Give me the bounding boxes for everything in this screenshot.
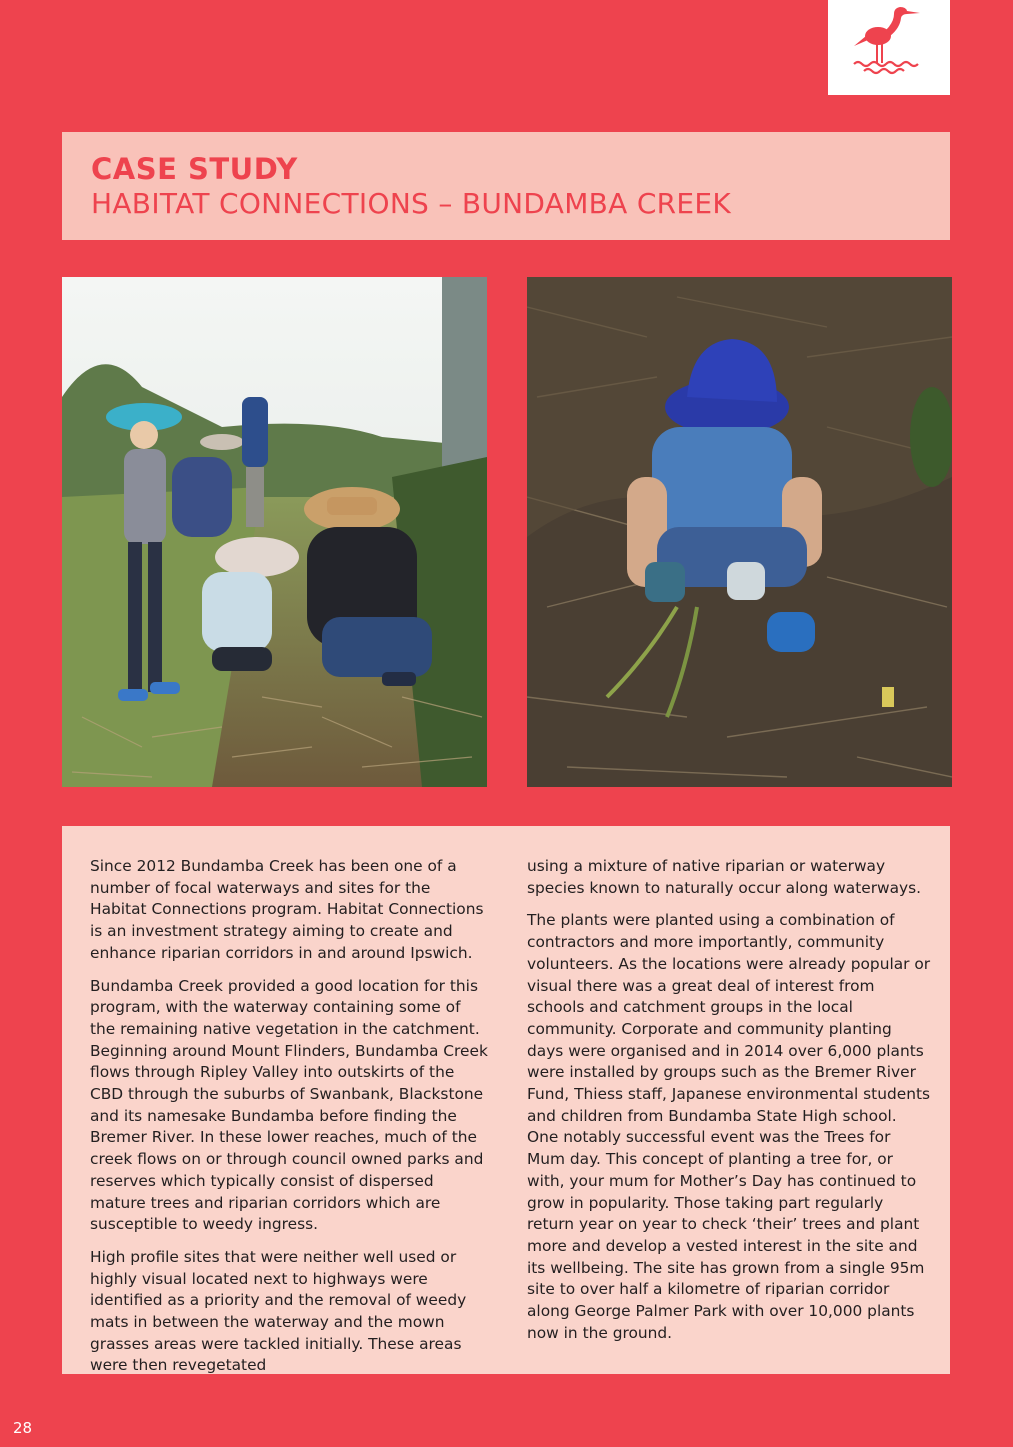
paragraph: using a mixture of native riparian or waterway species known to naturally occur along waterways. — [527, 857, 922, 897]
body-column-left — [90, 856, 490, 1388]
paragraph: Since 2012 Bundamba Creek has been one of a number of focal waterways and sites for the Habitat Connections program. Habitat Connections is an investment strategy aiming to create and enhance riparian corridors in and around Ipswich. — [90, 857, 484, 962]
section-kicker: CASE STUDY — [91, 152, 298, 186]
paragraph: Bundamba Creek provided a good location for this program, with the waterway containing some of the remaining native vegetation in the catchment. Beginning around Mount Flinders, Bundamba Creek flows through Ripley Valley into outskirts of the CBD through the suburbs of Swanbank, Blackstone and its namesake Bundamba before finding the Bremer River. In these lower reaches, much of the creek flows on or through council owned parks and reserves which typically consist of dispersed mature trees and riparian corridors which are susceptible to weedy ingress. — [90, 976, 488, 1234]
photo-child-planting — [527, 277, 952, 787]
body-text-box — [62, 826, 950, 1374]
heron-icon — [850, 4, 928, 78]
logo-box — [828, 0, 950, 95]
body-column-right — [527, 856, 932, 1355]
photo-volunteers-planting — [62, 277, 487, 787]
paragraph: The plants were planted using a combination of contractors and more importantly, community volunteers. As the locations were already popular or visual there was a great deal of interest from schools and catchment groups in the local community. Corporate and community planting days were organised and in 2014 over 6,000 plants were installed by groups such as the Bremer River Fund, Thiess staff, Japanese environmental students and children from Bundamba State High school. One notably successful event was the Trees for Mum day. This concept of planting a tree for, or with, your mum for Mother’s Day has continued to grow in popularity. Those taking part regularly return year on year to check ‘their’ trees and plant more and develop a vested interest in the site and its wellbeing. The site has grown from a single 95m site to over half a kilometre of riparian corridor along George Palmer Park with over 10,000 plants now in the ground. — [527, 911, 931, 1342]
title-box — [62, 132, 950, 240]
page-title: HABITAT CONNECTIONS – BUNDAMBA CREEK — [91, 187, 732, 220]
page-number: 28 — [13, 1419, 33, 1437]
paragraph: High profile sites that were neither well used or highly visual located next to highways were identified as a priority and the removal of weedy mats in between the waterway and the mown grasses areas were tackled initially. These areas were then revegetated — [90, 1247, 467, 1375]
